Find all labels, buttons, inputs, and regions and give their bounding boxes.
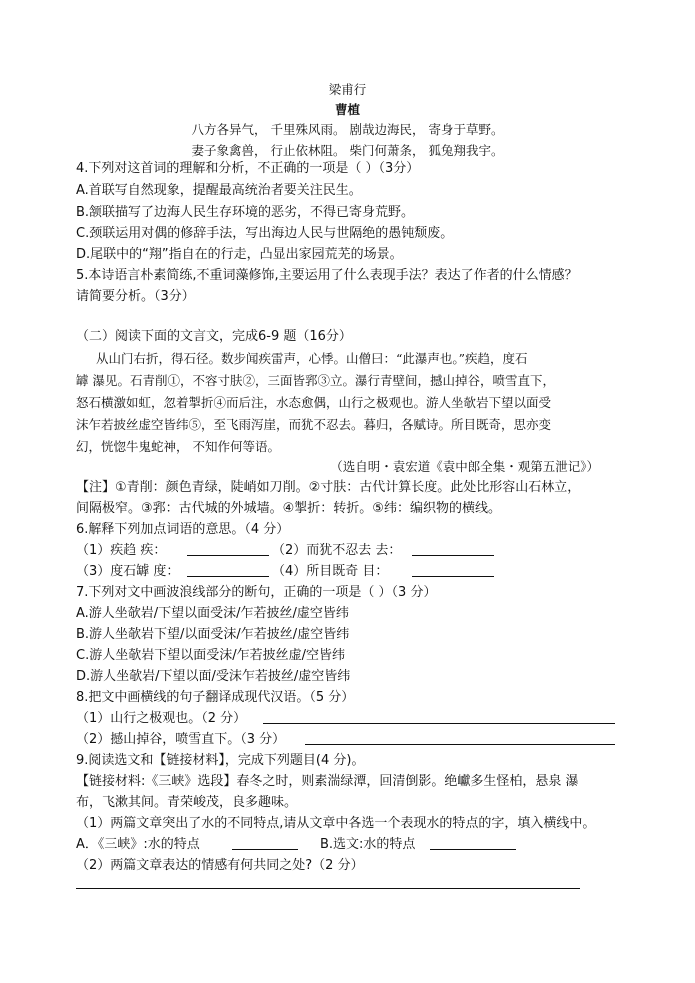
q9-answer-a: A．《三峡》:水的特点 — [76, 837, 200, 852]
q8-stem: 8.把文中画横线的句子翻译成现代汉语。（5 分） — [76, 690, 355, 705]
q4-stem: 4.下列对这首词的理解和分析，不正确的一项是（ ）（3分） — [76, 161, 420, 176]
link-material-1: 【链接材料:《三峡》选段】春冬之时，则素湍绿潭，回清倒影。绝巘多生怪柏，悬泉 瀑 — [76, 774, 579, 789]
q9-answer-b: B.选文:水的特点 — [320, 837, 416, 852]
poem-line-1: 八方各异气， 千里殊风雨。 剧哉边海民， 寄身于草野。 — [191, 122, 504, 137]
q7-option-a: A.游人坐欹岩/下望以面受沫/乍若披丝/虚空皆纬 — [76, 606, 349, 621]
q8-answer-line-1[interactable] — [263, 723, 615, 724]
q7-option-c: C.游人坐欹岩下望以面受沫/乍若披丝虚/空皆纬 — [76, 648, 345, 663]
q5-stem-1: 5.本诗语言朴素简练,不重词藻修饰,主要运用了什么表现手法？表达了作者的什么情感？ — [76, 268, 578, 283]
q5-stem-2: 请简要分析。（3分） — [76, 289, 195, 304]
q7-option-d: D.游人坐欹岩/下望以面/受沫乍若披丝/虚空皆纬 — [76, 669, 351, 684]
q7-stem: 7.下列对文中画波浪线部分的断句，正确的一项是（ ）（3 分） — [76, 585, 437, 600]
q6-answer-blank-4[interactable] — [412, 576, 494, 577]
q9-stem: 9.阅读选文和【链接材料】，完成下列题目(4 分)。 — [76, 753, 365, 768]
q6-stem: 6.解释下列加点词语的意思。（4 分） — [76, 522, 290, 537]
link-material-2: 布，飞漱其间。青荣峻茂，良多趣味。 — [76, 795, 298, 810]
notes-line-1: 【注】①青削：颜色青绿，陡峭如刀削。②寸肤：古代计算长度。此处比形容山石林立， — [76, 480, 581, 495]
passage-source: （选自明・袁宏道《袁中郎全集・观第五泄记》） — [330, 459, 599, 474]
poem-line-2: 妻子象禽兽， 行止依林阻。 柴门何萧条， 狐兔翔我宇。 — [191, 143, 504, 158]
poem-title: 梁甫行 — [328, 82, 367, 97]
passage-line-3: 怒石横激如虹，忽着掣折④而后注，水态愈偶，山行之极观也。游人坐欹岩下望以面受 — [76, 395, 552, 410]
q6-item-2: （2）而犹不忍去 去： — [272, 543, 402, 558]
q8-item-2: （2）撼山掉谷，喷雪直下。（3 分） — [76, 732, 286, 747]
q8-item-1: （1）山行之极观也。（2 分） — [76, 711, 247, 726]
q8-answer-line-2[interactable] — [305, 744, 615, 745]
q6-item-3: （3）度石罅 度： — [76, 564, 180, 579]
q6-answer-blank-2[interactable] — [412, 555, 494, 556]
passage-line-4: 沫乍若披丝虚空皆纬⑤，至飞雨泻崖，而犹不忍去。暮归，各赋诗。所目既奇，思亦变 — [76, 417, 552, 432]
q9-sub-1: （1）两篇文章突出了水的不同特点,请从文章中各选一个表现水的特点的字，填入横线中。 — [76, 816, 596, 831]
q9-answer-line[interactable] — [76, 888, 580, 889]
passage-line-5: 幻，恍惚牛鬼蛇神， 不知作何等语。 — [76, 439, 280, 454]
notes-line-2: 间隔极窄。③郛：古代城的外城墙。④掣折：转折。⑤纬：编织物的横线。 — [76, 501, 501, 516]
q7-option-b: B.游人坐欹岩下望/以面受沫/乍若披丝/虚空皆纬 — [76, 627, 350, 642]
q6-item-1: （1）疾趋 疾： — [76, 543, 167, 558]
passage-line-2: 罅 瀑见。石青削①，不容寸肤②，三面皆郛③立。瀑行青壁间，撼山掉谷，喷雪直下， — [76, 373, 555, 388]
q6-item-4: （4）所目既奇 目： — [272, 564, 389, 579]
q4-option-a: A.首联写自然现象，提醒最高统治者要关注民生。 — [76, 183, 362, 198]
q9-sub-2: （2）两篇文章表达的情感有何共同之处?（2 分） — [76, 858, 364, 873]
q4-option-b: B.颔联描写了边海人民生存环境的恶劣，不得已寄身荒野。 — [76, 205, 415, 220]
q4-option-d: D.尾联中的“翔”指自在的行走，凸显出家园荒芜的场景。 — [76, 247, 403, 262]
q6-answer-blank-1[interactable] — [187, 555, 269, 556]
passage-line-1: 从山门右折，得石径。数步闻疾雷声，心悸。山僧曰：“此瀑声也。”疾趋，度石 — [96, 351, 528, 366]
q9-blank-a[interactable] — [232, 849, 298, 850]
section2-heading: （二）阅读下面的文言文，完成6-9 题（16分） — [76, 329, 352, 344]
q9-blank-b[interactable] — [430, 849, 516, 850]
poem-author: 曹植 — [334, 102, 360, 117]
q6-answer-blank-3[interactable] — [187, 576, 269, 577]
q4-option-c: C.颈联运用对偶的修辞手法，写出海边人民与世隔绝的愚钝颓废。 — [76, 226, 454, 241]
